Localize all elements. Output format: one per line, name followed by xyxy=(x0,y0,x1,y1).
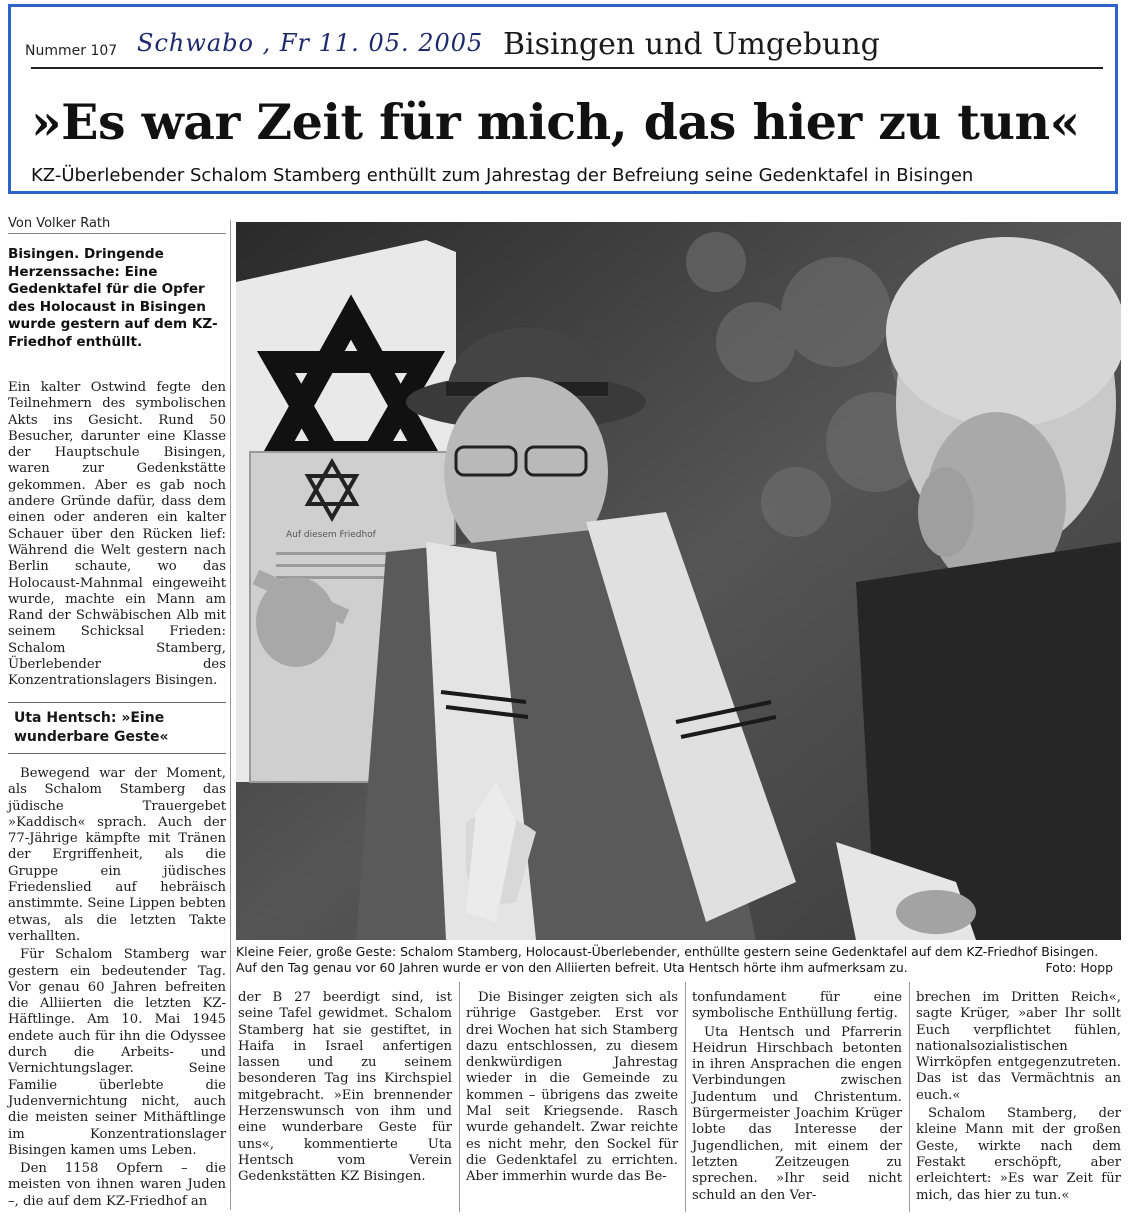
subheadline: KZ-Überlebender Schalom Stamberg enthüllt zum Jahrestag der Befreiung seine Gedenktafel in Bisingen xyxy=(31,165,974,186)
photo-caption xyxy=(236,944,1121,976)
plaque-text: Auf diesem Friedhof xyxy=(286,530,376,540)
paragraph: Die Bisinger zeigten sich als rührige Gastgeber. Erst vor drei Wochen hat sich Stamberg dazu entschlossen, zu diesem denkwürdigen Jahrestag wieder in die Gemeinde zu kommen – übrigens das zweite Mal seit Kriegsende. Rasch wurde gehandelt. Zwar reichte es nicht mehr, den Sockel für die Gedenktafel zu errichten. Aber immerhin wurde das Be- xyxy=(466,990,678,1185)
headline: »Es war Zeit für mich, das hier zu tun« xyxy=(31,93,1080,151)
column-divider xyxy=(685,982,686,1212)
news-photo xyxy=(236,222,1121,940)
column-1-top xyxy=(8,380,226,692)
column-4 xyxy=(692,990,902,1206)
column-divider xyxy=(459,982,460,1212)
column-5 xyxy=(916,990,1121,1206)
column-3 xyxy=(466,990,678,1188)
paragraph: Ein kalter Ostwind fegte den Teilnehmern des symbolischen Akts ins Gesicht. Rund 50 Besucher, darunter eine Klasse der Hauptschule Bisingen, waren zur Gedenkstätte gekommen. Aber es gab noch andere Gründe dafür, dass dem einen oder anderen ein kalter Schauer über den Rücken lief: Während die Welt gestern nach Berlin schaute, wo das Holocaust-Mahnmal eingeweiht wurde, machte ein Mann am Rand der Schwäbischen Alb mit seinem Schicksal Frieden: Schalom Stamberg, Überlebender des Konzentrationslagers Bisingen. xyxy=(8,380,226,689)
handwritten-note: Schwabo , Fr 11. 05. 2005 xyxy=(137,29,484,57)
column-divider xyxy=(909,982,910,1212)
photo-illustration xyxy=(236,222,1121,940)
paragraph: Bewegend war der Moment, als Schalom Stamberg das jüdische Trauergebet »Kaddisch« sprach. Auch der 77-Jährige kämpfte mit Tränen der Ergriffenheit, als die Gruppe ein jüdisches Friedenslied auf hebräisch anstimmte. Seine Lippen bebten etwas, als die letzten Takte verhallten. xyxy=(8,766,226,944)
subtitle: Uta Hentsch: »Eine wunderbare Geste« xyxy=(8,702,226,754)
paragraph: Für Schalom Stamberg war gestern ein bedeutender Tag. Vor genau 60 Jahren befreiten die Alliierten die letzten KZ-Häftlinge. Am 10. Mai 1945 endete auch für ihn die Odyssee durch die Arbeits- und Vernichtungslager. Seine Familie überlebte die Judenvernichtung nicht, auch die meisten seiner Mithäftlinge im Konzentrationslager Bisingen kamen ums Leben. xyxy=(8,947,226,1158)
photo-credit: Foto: Hopp xyxy=(1045,960,1113,975)
section-title: Bisingen und Umgebung xyxy=(503,27,880,62)
paragraph: Den 1158 Opfern – die meisten von ihnen waren Juden –, die auf dem KZ-Friedhof an xyxy=(8,1161,226,1209)
column-divider xyxy=(230,220,231,1210)
masthead-box xyxy=(8,4,1118,194)
paragraph: Uta Hentsch und Pfarrerin Heidrun Hirschbach betonten in ihren Ansprachen die engen Verbindungen zwischen Judentum und Christentum. Bürgermeister Joachim Krüger lobte das Interesse der Jugendlichen, mit einem der letzten Zeitzeugen zu sprechen. »Ihr seid nicht schuld an den Ver- xyxy=(692,1024,902,1203)
author-line: Von Volker Rath xyxy=(8,216,226,234)
paragraph: der B 27 beerdigt sind, ist seine Tafel gewidmet. Schalom Stamberg hat sie gestiftet, in Haifa in Israel anfertigen lassen und zu seinem besonderen Tag ins Kirchspiel mitgebracht. »Ein brennender Herzenswunsch von ihm und eine wunderbare Geste für uns«, kommentierte Uta Hentsch vom Verein Gedenkstätten KZ Bisingen. xyxy=(238,990,452,1185)
column-2 xyxy=(238,990,452,1188)
paragraph: brechen im Dritten Reich«, sagte Krüger, »aber Ihr sollt Euch verpflichtet fühlen, nationalsozialistischen Wirrköpfen entgegenzutreten. Das ist das Vermächtnis an euch.« xyxy=(916,990,1121,1103)
header-rule xyxy=(31,67,1103,69)
paragraph: Schalom Stamberg, der kleine Mann mit der großen Geste, wirkte nach dem Festakt erschöpft, aber erleichtert: »Es war Zeit für mich, das hier zu tun.« xyxy=(916,1106,1121,1203)
lead-paragraph: Bisingen. Dringende Herzenssache: Eine Gedenktafel für die Opfer des Holocaust in Bisingen wurde gestern auf dem KZ-Friedhof enthüllt. xyxy=(8,246,218,350)
caption-text: Kleine Feier, große Geste: Schalom Stamberg, Holocaust-Überlebender, enthüllte gestern seine Gedenktafel auf dem KZ-Friedhof Bisingen. Auf den Tag genau vor 60 Jahren wurde er von den Alliierten befreit. Uta Hentsch hörte ihm aufmerksam zu. xyxy=(236,944,1099,975)
column-1-bottom xyxy=(8,766,226,1212)
paragraph: tonfundament für eine symbolische Enthüllung fertig. xyxy=(692,990,902,1022)
issue-number: Nummer 107 xyxy=(25,43,118,59)
